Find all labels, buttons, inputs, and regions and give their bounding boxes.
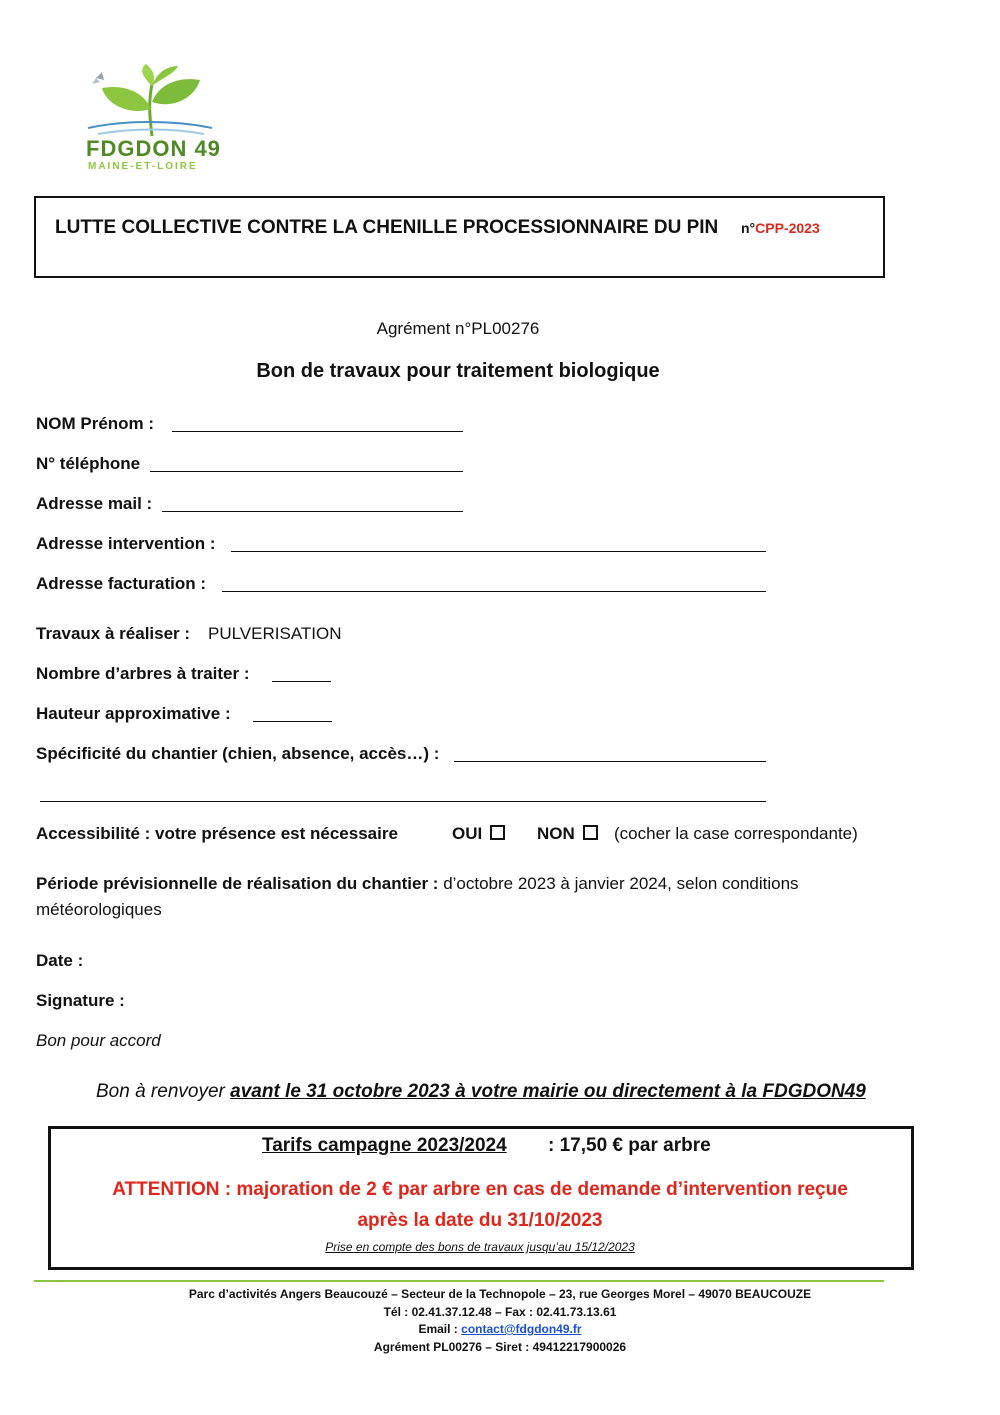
email-label: Email : [418, 1322, 458, 1336]
travaux-value: PULVERISATION [208, 624, 342, 643]
logo-subtitle: MAINE-ET-LOIRE [88, 161, 198, 172]
mail-field[interactable] [162, 511, 463, 512]
travaux-label: Travaux à réaliser : [36, 624, 191, 643]
ref-code: CPP-2023 [755, 220, 820, 236]
periode [36, 874, 896, 894]
attention-line1: ATTENTION : majoration de 2 € par arbre en cas de demande d’intervention reçue [112, 1179, 848, 1200]
nombre-field[interactable] [272, 681, 331, 682]
intervention-field[interactable] [231, 551, 766, 552]
tarifs-label: Tarifs campagne 2023/2024 [262, 1135, 507, 1156]
footer-tel: Tél : 02.41.37.12.48 – Fax : 02.41.73.13.61 [383, 1305, 617, 1319]
specificite-label: Spécificité du chantier (chien, absence, accès…) : [36, 744, 440, 763]
telephone-field[interactable] [150, 471, 463, 472]
facturation-label: Adresse facturation : [36, 574, 207, 593]
accord-text: Bon pour accord [36, 1031, 161, 1050]
nombre-label: Nombre d’arbres à traiter : [36, 664, 250, 683]
mail-label: Adresse mail : [36, 494, 153, 513]
non-option[interactable] [537, 824, 598, 844]
agrement-number: Agrément n°PL00276 [376, 319, 540, 338]
footer-agrement: Agrément PL00276 – Siret : 49412217900026 [373, 1340, 627, 1354]
footer-divider [34, 1280, 884, 1282]
renvoi-emphasis: avant le 31 octobre 2023 à votre mairie ou directement à la FDGDON49 [230, 1081, 866, 1102]
document-title: Bon de travaux pour traitement biologique [256, 360, 660, 382]
intervention-label: Adresse intervention : [36, 534, 216, 553]
signature-label: Signature : [36, 991, 125, 1010]
logo [84, 64, 224, 174]
ref-prefix: n° [741, 220, 756, 236]
nom-label: NOM Prénom : [36, 414, 155, 433]
date-label: Date : [36, 951, 84, 970]
header-reference [741, 220, 820, 236]
periode-value: d’octobre 2023 à janvier 2024, selon conditions [443, 874, 799, 893]
hauteur-label: Hauteur approximative : [36, 704, 231, 723]
tarifs-price: : 17,50 € par arbre [548, 1135, 711, 1156]
specificite-field[interactable] [454, 761, 766, 762]
header-title: LUTTE COLLECTIVE CONTRE LA CHENILLE PROCESSIONNAIRE DU PIN [55, 217, 719, 238]
renvoi-instruction [96, 1081, 866, 1103]
nom-field[interactable] [172, 431, 463, 432]
accessibilite-note: (cocher la case correspondante) [614, 824, 858, 843]
tarifs-note: Prise en compte des bons de travaux jusqu’au 15/12/2023 [325, 1240, 635, 1254]
email-link[interactable]: contact@fdgdon49.fr [461, 1322, 582, 1336]
attention-line2: après la date du 31/10/2023 [357, 1210, 603, 1231]
hauteur-field[interactable] [253, 721, 332, 722]
periode-label: Période prévisionnelle de réalisation du chantier : [36, 874, 439, 893]
footer-address: Parc d’activités Angers Beaucouzé – Secteur de la Technopole – 23, rue Georges Morel – 49070 BEAUCOUZE [188, 1287, 812, 1301]
facturation-field[interactable] [222, 591, 766, 592]
accessibilite-label: Accessibilité : votre présence est nécessaire [36, 824, 398, 843]
renvoi-prefix: Bon à renvoyer [96, 1081, 225, 1102]
non-label: NON [537, 824, 575, 843]
oui-checkbox[interactable] [490, 825, 505, 840]
telephone-label: N° téléphone [36, 454, 141, 473]
plant-logo-icon [84, 64, 224, 144]
oui-option[interactable] [452, 824, 505, 844]
non-checkbox[interactable] [583, 825, 598, 840]
periode-value-line2: météorologiques [36, 900, 162, 919]
footer-email [0, 1322, 1000, 1336]
specificite-field-line2[interactable] [40, 801, 766, 802]
logo-name: FDGDON 49 [86, 136, 221, 161]
oui-label: OUI [452, 824, 483, 843]
